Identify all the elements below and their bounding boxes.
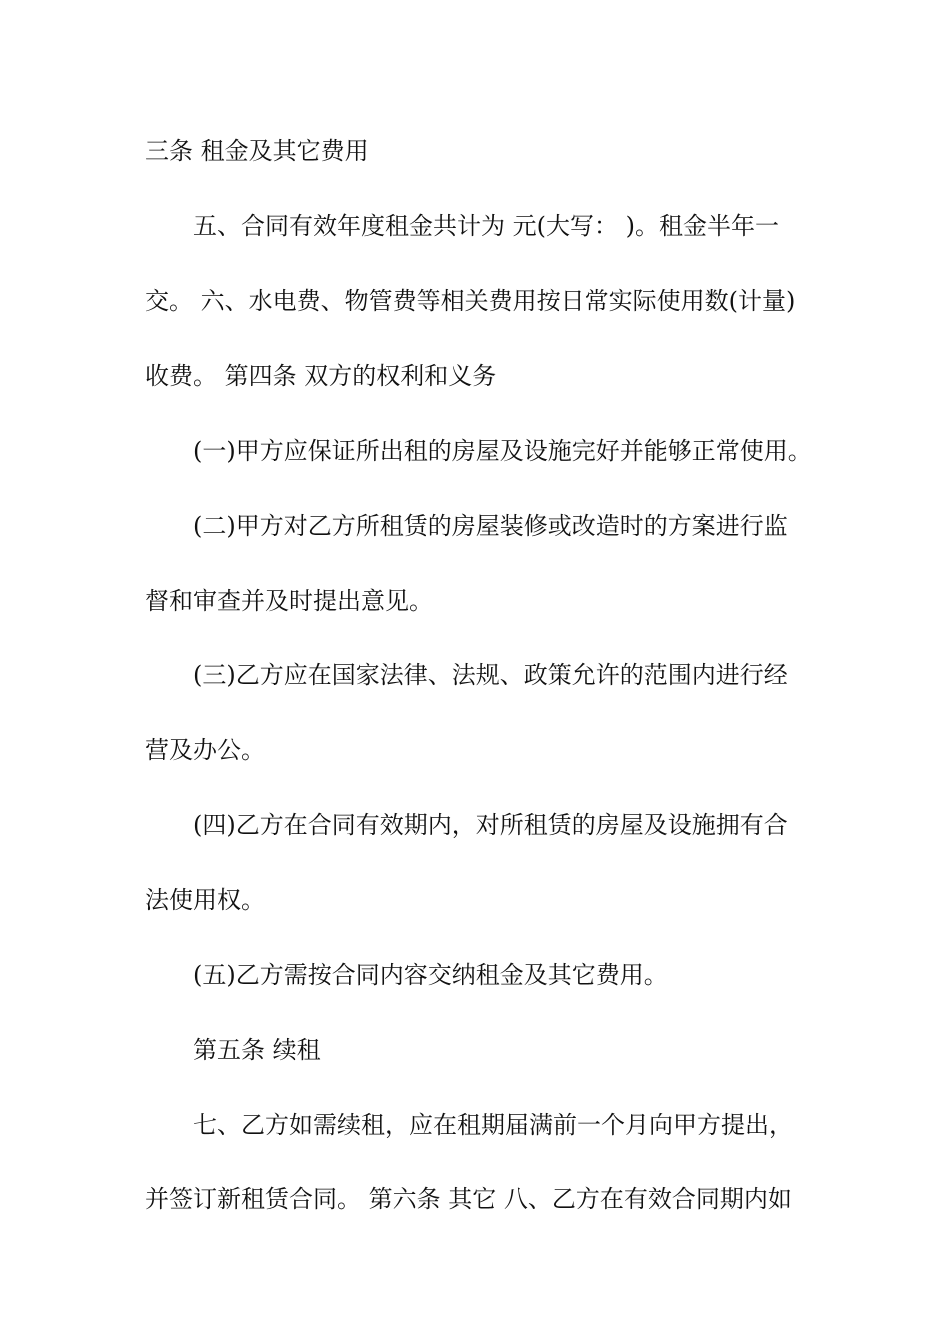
text-line-9: 营及办公。 [145, 736, 265, 764]
text-line-7: 督和审查并及时提出意见。 [145, 587, 433, 615]
text-line-1: 三条 租金及其它费用 [145, 137, 369, 165]
text-line-15: 并签订新租赁合同。 第六条 其它 八、乙方在有效合同期内如 [145, 1185, 792, 1213]
text-line-3: 交。 六、水电费、物管费等相关费用按日常实际使用数(计量) [145, 287, 796, 315]
text-line-14: 七、乙方如需续租，应在租期届满前一个月向甲方提出， [193, 1111, 793, 1139]
text-line-4: 收费。 第四条 双方的权利和义务 [145, 362, 497, 390]
text-line-8: (三)乙方应在国家法律、法规、政策允许的范围内进行经 [193, 661, 788, 689]
text-line-13: 第五条 续租 [193, 1036, 321, 1064]
text-line-5: (一)甲方应保证所出租的房屋及设施完好并能够正常使用。 [193, 437, 812, 465]
text-line-6: (二)甲方对乙方所租赁的房屋装修或改造时的方案进行监 [193, 512, 788, 540]
text-line-2: 五、合同有效年度租金共计为 元(大写： )。租金半年一 [193, 212, 779, 240]
text-line-11: 法使用权。 [145, 886, 265, 914]
text-line-10: (四)乙方在合同有效期内，对所租赁的房屋及设施拥有合 [193, 811, 788, 839]
text-line-12: (五)乙方需按合同内容交纳租金及其它费用。 [193, 961, 668, 989]
